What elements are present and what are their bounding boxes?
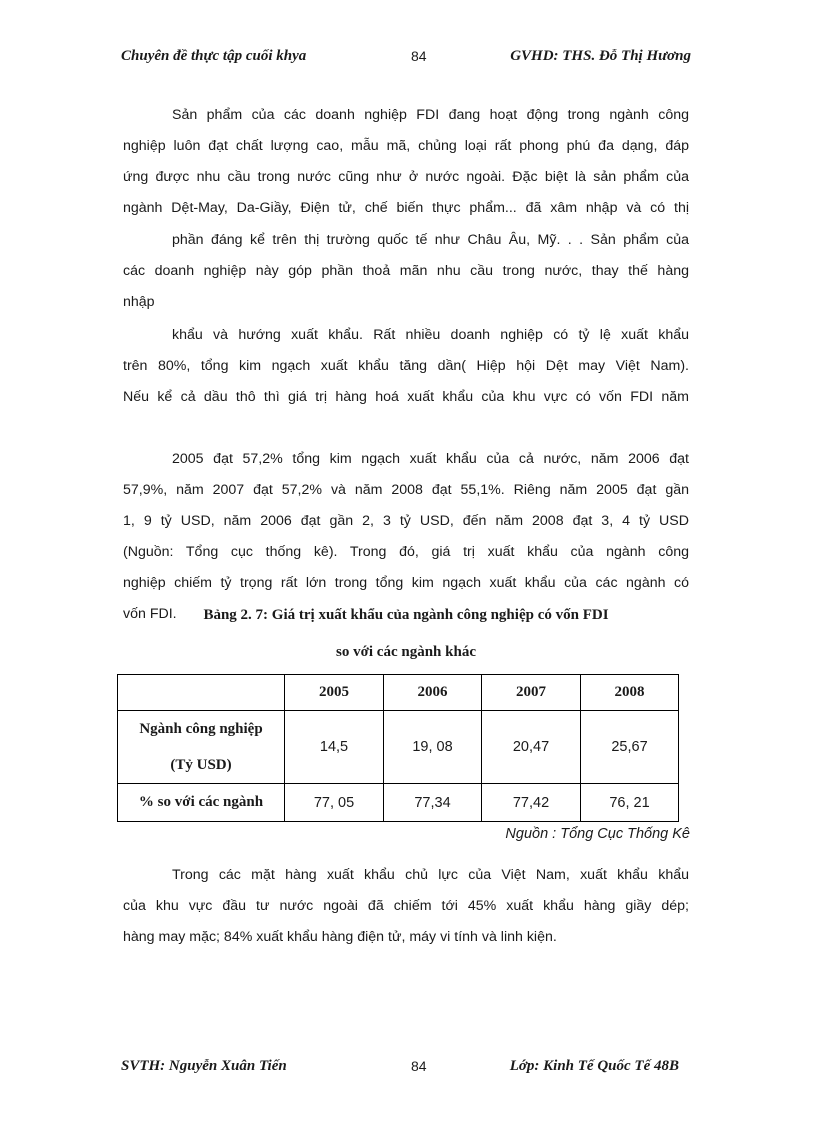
paragraph-4 bbox=[123, 444, 689, 630]
header-title: Chuyên đề thực tập cuối khya bbox=[121, 48, 307, 64]
text-line: hàng may mặc; 84% xuất khẩu hàng điện tử, máy vi tính và linh kiện. bbox=[123, 929, 557, 945]
text-line: khẩu và hướng xuất khẩu. Rất nhiều doanh nghiệp có tỷ lệ xuất khẩu bbox=[172, 327, 689, 343]
text-line: Trong các mặt hàng xuất khẩu chủ lực của Việt Nam, xuất khẩu khẩu bbox=[172, 867, 689, 883]
table-cell: 19, 08 bbox=[384, 711, 482, 784]
table-cell: 76, 21 bbox=[581, 784, 679, 822]
table-cell: 77,34 bbox=[384, 784, 482, 822]
header-advisor: GVHD: THS. Đỗ Thị Hương bbox=[510, 48, 691, 64]
text-line: 1, 9 tỷ USD, năm 2006 đạt gần 2, 3 tỷ USD, đến năm 2008 đạt 3, 4 tỷ USD bbox=[123, 513, 689, 529]
text-line: phần đáng kể trên thị trường quốc tế như Châu Âu, Mỹ. . . Sản phẩm của bbox=[172, 232, 689, 248]
page-header bbox=[121, 48, 691, 70]
text-line: ngành Dệt-May, Da-Giầy, Điện tử, chế biến thực phẩm... đã xâm nhập và có thị bbox=[123, 200, 689, 216]
year-header: 2006 bbox=[384, 675, 482, 711]
paragraph-1 bbox=[123, 100, 689, 224]
text-line: nghiệp luôn đạt chất lượng cao, mẫu mã, chủng loại rất phong phú đa dạng, đáp bbox=[123, 138, 689, 154]
text-line: vốn FDI. bbox=[123, 606, 177, 622]
table-cell: 14,5 bbox=[285, 711, 384, 784]
row-label-line: Ngành công nghiệp bbox=[139, 721, 263, 737]
table-caption: Bảng 2. 7: Giá trị xuất khẩu của ngành công nghiệp có vốn FDI bbox=[203, 607, 609, 623]
text-line: 57,9%, năm 2007 đạt 57,2% và năm 2008 đạt 55,1%. Riêng năm 2005 đạt gần bbox=[123, 482, 689, 498]
row-label-industry bbox=[118, 711, 285, 784]
table-cell: 25,67 bbox=[581, 711, 679, 784]
table-cell: 20,47 bbox=[482, 711, 581, 784]
text-line: (Nguồn: Tổng cục thống kê). Trong đó, giá trị xuất khẩu của ngành công bbox=[123, 544, 689, 560]
table-caption-subtitle: so với các ngành khác bbox=[336, 644, 476, 660]
footer-page-number: 84 bbox=[411, 1058, 427, 1074]
year-header: 2008 bbox=[581, 675, 679, 711]
table-cell: 77, 05 bbox=[285, 784, 384, 822]
export-value-table bbox=[117, 674, 679, 822]
footer-student: SVTH: Nguyễn Xuân Tiến bbox=[121, 1058, 287, 1074]
footer-class: Lớp: Kinh Tế Quốc Tế 48B bbox=[509, 1058, 679, 1074]
table-source: Nguồn : Tổng Cục Thống Kê bbox=[505, 826, 690, 842]
text-line: nghiệp chiếm tỷ trọng rất lớn trong tổng kim ngạch xuất khẩu của các ngành có bbox=[123, 575, 689, 591]
table-row bbox=[118, 711, 679, 784]
text-line: trên 80%, tổng kim ngạch xuất khẩu tăng dần( Hiệp hội Dệt may Việt Nam). bbox=[123, 358, 689, 374]
text-line: Nếu kể cả dầu thô thì giá trị hàng hoá xuất khẩu của khu vực có vốn FDI năm bbox=[123, 389, 689, 405]
paragraph-2 bbox=[123, 225, 689, 318]
table-corner-cell bbox=[118, 675, 285, 711]
text-line: 2005 đạt 57,2% tổng kim ngạch xuất khẩu của cả nước, năm 2006 đạt bbox=[172, 451, 689, 467]
year-header: 2007 bbox=[482, 675, 581, 711]
text-line: các doanh nghiệp này góp phần thoả mãn nhu cầu trong nước, thay thế hàng bbox=[123, 263, 689, 279]
text-line: của khu vực đầu tư nước ngoài đã chiếm tới 45% xuất khẩu hàng giầy dép; bbox=[123, 898, 689, 914]
text-line: Sản phẩm của các doanh nghiệp FDI đang hoạt động trong ngành công bbox=[172, 107, 689, 123]
page-footer bbox=[121, 1058, 691, 1080]
header-page-number: 84 bbox=[411, 48, 427, 64]
paragraph-3 bbox=[123, 320, 689, 413]
table-row bbox=[118, 784, 679, 822]
table-header-row bbox=[118, 675, 679, 711]
text-line: ứng được nhu cầu trong nước cũng như ở nước ngoài. Đặc biệt là sản phẩm của bbox=[123, 169, 689, 185]
row-label-line: (Tỷ USD) bbox=[170, 757, 232, 773]
paragraph-5 bbox=[123, 860, 689, 953]
table-cell: 77,42 bbox=[482, 784, 581, 822]
year-header: 2005 bbox=[285, 675, 384, 711]
row-label-percent: % so với các ngành bbox=[118, 784, 285, 822]
text-line: nhập bbox=[123, 294, 155, 310]
